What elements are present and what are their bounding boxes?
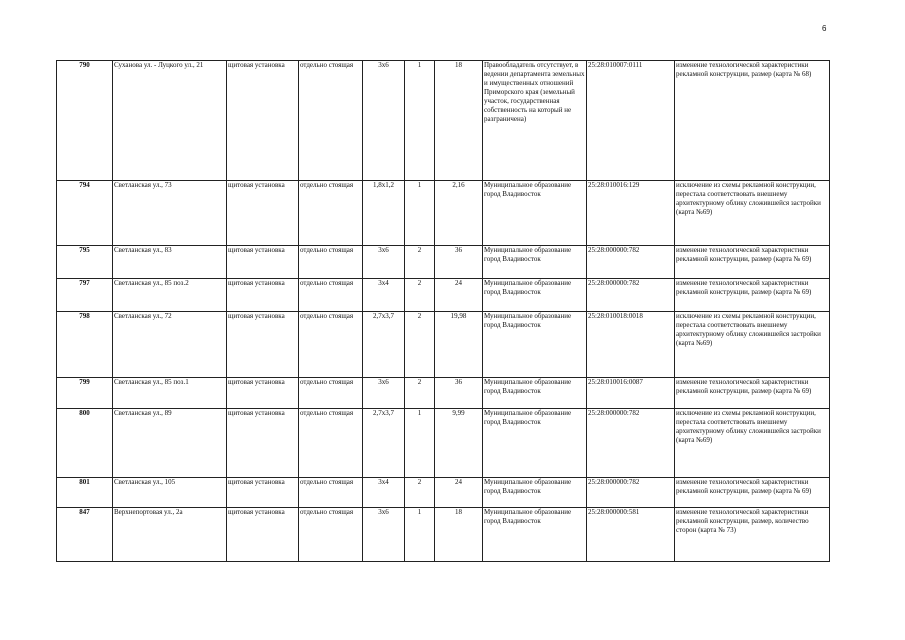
owner-cell: Муниципальное образование город Владивосток bbox=[483, 508, 587, 562]
advertising-structures-table bbox=[56, 60, 830, 562]
size-cell: 3х6 bbox=[363, 61, 405, 181]
area-cell: 9,99 bbox=[435, 409, 483, 478]
table-row bbox=[57, 181, 830, 246]
row-number-cell: 799 bbox=[57, 378, 113, 409]
sides-count-cell: 1 bbox=[405, 409, 435, 478]
note-cell: изменение технологической характеристики рекламной конструкции, размер, количество сторон (карта № 73) bbox=[675, 508, 830, 562]
address-cell: Суханова ул. - Луцкого ул., 21 bbox=[113, 61, 227, 181]
note-cell: исключение из схемы рекламной конструкции, перестала соответствовать внешнему архитектурному облику сложившейся застройки (карта №69) bbox=[675, 312, 830, 378]
size-cell: 3х4 bbox=[363, 279, 405, 312]
size-cell: 2,7х3,7 bbox=[363, 409, 405, 478]
placement-cell: отдельно стоящая bbox=[299, 181, 363, 246]
cadastral-number-cell: 25:28:000000:581 bbox=[587, 508, 675, 562]
address-cell: Светланская ул., 105 bbox=[113, 478, 227, 508]
cadastral-number-cell: 25:28:010016:0087 bbox=[587, 378, 675, 409]
structure-type-cell: щитовая установка bbox=[227, 478, 299, 508]
area-cell: 19,98 bbox=[435, 312, 483, 378]
size-cell: 1,8х1,2 bbox=[363, 181, 405, 246]
address-cell: Светланская ул., 83 bbox=[113, 246, 227, 279]
owner-cell: Муниципальное образование город Владивосток bbox=[483, 279, 587, 312]
table-row bbox=[57, 409, 830, 478]
note-cell: изменение технологической характеристики рекламной конструкции, размер (карта № 69) bbox=[675, 279, 830, 312]
address-cell: Светланская ул., 85 поз.1 bbox=[113, 378, 227, 409]
structure-type-cell: щитовая установка bbox=[227, 378, 299, 409]
row-number-cell: 795 bbox=[57, 246, 113, 279]
sides-count-cell: 2 bbox=[405, 378, 435, 409]
structure-type-cell: щитовая установка bbox=[227, 246, 299, 279]
note-cell: изменение технологической характеристики рекламной конструкции, размер (карта № 68) bbox=[675, 61, 830, 181]
area-cell: 36 bbox=[435, 378, 483, 409]
cadastral-number-cell: 25:28:010018:0018 bbox=[587, 312, 675, 378]
owner-cell: Муниципальное образование город Владивосток bbox=[483, 409, 587, 478]
owner-cell: Муниципальное образование город Владивосток bbox=[483, 478, 587, 508]
size-cell: 3х6 bbox=[363, 246, 405, 279]
sides-count-cell: 1 bbox=[405, 61, 435, 181]
sides-count-cell: 2 bbox=[405, 478, 435, 508]
row-number-cell: 801 bbox=[57, 478, 113, 508]
table-row bbox=[57, 61, 830, 181]
size-cell: 2,7х3,7 bbox=[363, 312, 405, 378]
note-cell: изменение технологической характеристики рекламной конструкции, размер (карта № 69) bbox=[675, 478, 830, 508]
table-row bbox=[57, 312, 830, 378]
placement-cell: отдельно стоящая bbox=[299, 409, 363, 478]
sides-count-cell: 1 bbox=[405, 181, 435, 246]
placement-cell: отдельно стоящая bbox=[299, 478, 363, 508]
row-number-cell: 800 bbox=[57, 409, 113, 478]
structure-type-cell: щитовая установка bbox=[227, 409, 299, 478]
page-number: 6 bbox=[822, 24, 827, 33]
area-cell: 24 bbox=[435, 478, 483, 508]
area-cell: 18 bbox=[435, 61, 483, 181]
sides-count-cell: 2 bbox=[405, 279, 435, 312]
owner-cell: Муниципальное образование город Владивосток bbox=[483, 378, 587, 409]
note-cell: изменение технологической характеристики рекламной конструкции, размер (карта № 69) bbox=[675, 246, 830, 279]
row-number-cell: 847 bbox=[57, 508, 113, 562]
area-cell: 18 bbox=[435, 508, 483, 562]
note-cell: изменение технологической характеристики рекламной конструкции, размер (карта № 69) bbox=[675, 378, 830, 409]
cadastral-number-cell: 25:28:000000:782 bbox=[587, 279, 675, 312]
table-row bbox=[57, 508, 830, 562]
area-cell: 36 bbox=[435, 246, 483, 279]
sides-count-cell: 2 bbox=[405, 246, 435, 279]
row-number-cell: 798 bbox=[57, 312, 113, 378]
placement-cell: отдельно стоящая bbox=[299, 61, 363, 181]
row-number-cell: 790 bbox=[57, 61, 113, 181]
structure-type-cell: щитовая установка bbox=[227, 61, 299, 181]
structure-type-cell: щитовая установка bbox=[227, 279, 299, 312]
structure-type-cell: щитовая установка bbox=[227, 312, 299, 378]
table-row bbox=[57, 478, 830, 508]
address-cell: Светланская ул., 73 bbox=[113, 181, 227, 246]
size-cell: 3х4 bbox=[363, 478, 405, 508]
placement-cell: отдельно стоящая bbox=[299, 279, 363, 312]
table-row bbox=[57, 246, 830, 279]
size-cell: 3х6 bbox=[363, 508, 405, 562]
cadastral-number-cell: 25:28:010016:129 bbox=[587, 181, 675, 246]
placement-cell: отдельно стоящая bbox=[299, 508, 363, 562]
owner-cell: Муниципальное образование город Владивосток bbox=[483, 312, 587, 378]
note-cell: исключение из схемы рекламной конструкции, перестала соответствовать внешнему архитектурному облику сложившейся застройки (карта №69) bbox=[675, 409, 830, 478]
cadastral-number-cell: 25:28:010007:0111 bbox=[587, 61, 675, 181]
placement-cell: отдельно стоящая bbox=[299, 246, 363, 279]
structure-type-cell: щитовая установка bbox=[227, 181, 299, 246]
note-cell: исключение из схемы рекламной конструкции, перестала соответствовать внешнему архитектурному облику сложившейся застройки (карта №69) bbox=[675, 181, 830, 246]
structure-type-cell: щитовая установка bbox=[227, 508, 299, 562]
size-cell: 3х6 bbox=[363, 378, 405, 409]
cadastral-number-cell: 25:28:000000:782 bbox=[587, 409, 675, 478]
sides-count-cell: 2 bbox=[405, 312, 435, 378]
address-cell: Светланская ул., 72 bbox=[113, 312, 227, 378]
address-cell: Светланская ул., 85 поз.2 bbox=[113, 279, 227, 312]
area-cell: 24 bbox=[435, 279, 483, 312]
placement-cell: отдельно стоящая bbox=[299, 378, 363, 409]
owner-cell: Правообладатель отсутствует, в ведении департамента земельных и имущественных отношений Приморского края (земельный участок, государственная собственность на который не разграничена) bbox=[483, 61, 587, 181]
cadastral-number-cell: 25:28:000000:782 bbox=[587, 246, 675, 279]
cadastral-number-cell: 25:28:000000:782 bbox=[587, 478, 675, 508]
row-number-cell: 794 bbox=[57, 181, 113, 246]
owner-cell: Муниципальное образование город Владивосток bbox=[483, 181, 587, 246]
table-row bbox=[57, 378, 830, 409]
sides-count-cell: 1 bbox=[405, 508, 435, 562]
address-cell: Светланская ул., 89 bbox=[113, 409, 227, 478]
placement-cell: отдельно стоящая bbox=[299, 312, 363, 378]
area-cell: 2,16 bbox=[435, 181, 483, 246]
row-number-cell: 797 bbox=[57, 279, 113, 312]
address-cell: Верхнепортовая ул., 2а bbox=[113, 508, 227, 562]
owner-cell: Муниципальное образование город Владивосток bbox=[483, 246, 587, 279]
table-row bbox=[57, 279, 830, 312]
